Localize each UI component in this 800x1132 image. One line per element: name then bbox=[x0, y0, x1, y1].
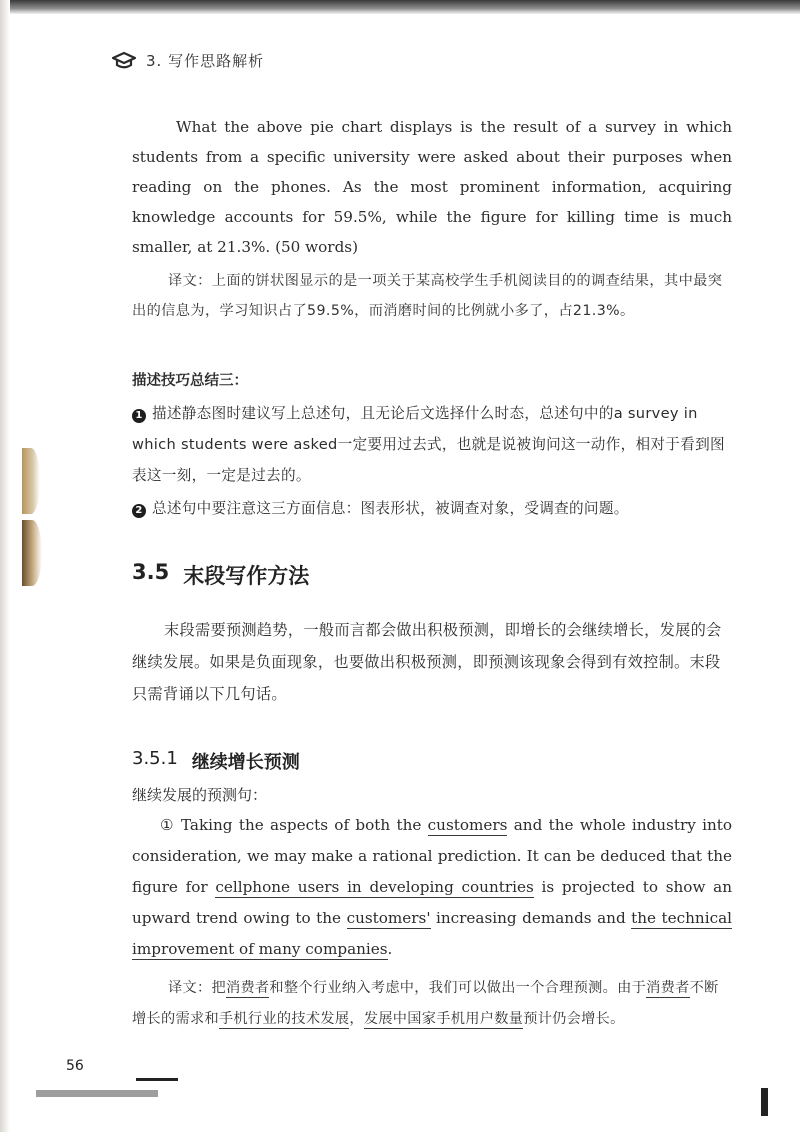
subsection-title: 继续增长预测 bbox=[191, 752, 300, 773]
section-body: 末段需要预测趋势，一般而言都会做出积极预测，即增长的会继续增长，发展的会继续发展。如果是负面现象，也要做出积极预测，即预测该现象会得到有效控制。末段只需背诵以下几句话。 bbox=[132, 621, 722, 703]
underlined-phrase: cellphone users in developing countries bbox=[215, 878, 534, 896]
circled-number-marker: ① bbox=[160, 816, 175, 834]
example-sentence bbox=[132, 810, 732, 965]
page-top-shadow bbox=[0, 0, 800, 14]
page-edge-mark bbox=[761, 1088, 768, 1116]
page-left-edge bbox=[0, 0, 10, 1132]
underlined-phrase: the technical improvement of many companies bbox=[132, 909, 732, 958]
subsection-heading bbox=[132, 748, 732, 774]
underlined-phrase: customers' bbox=[346, 909, 431, 927]
translation-text: 预计仍会增长。 bbox=[523, 1011, 625, 1027]
underlined-phrase: customers bbox=[427, 816, 508, 834]
binding-shadow bbox=[22, 520, 42, 586]
example-text: Taking the aspects of both the bbox=[180, 816, 428, 834]
running-header bbox=[112, 50, 264, 71]
translation-text: 不断增长的需求和 bbox=[132, 980, 719, 1027]
header-title: 3. 写作思路解析 bbox=[146, 52, 265, 70]
tip-item bbox=[132, 398, 732, 491]
subsection-number: 3.5.1 bbox=[132, 748, 178, 769]
underlined-phrase: 消费者 bbox=[225, 980, 270, 996]
section-heading bbox=[132, 560, 732, 590]
underlined-phrase: 手机行业的技术发展 bbox=[218, 1011, 350, 1027]
example-text: and the whole industry into consideration, we may make a rational prediction. It can be deduced that the figure for bbox=[132, 816, 732, 896]
footer-bar bbox=[36, 1090, 158, 1097]
tip-item bbox=[132, 493, 732, 524]
underlined-phrase: 发展中国家手机用户数量 bbox=[363, 1011, 524, 1027]
translation-text: 译文：把 bbox=[168, 980, 226, 996]
intro-english-paragraph: What the above pie chart displays is the result of a survey in which students from a specific university were asked about their purposes when reading on the phones. As the most prominent information, acquiring knowledge accounts for 59.5%, while the figure for killing time is much smaller, at 21.3%. (50 words) bbox=[132, 118, 732, 256]
number-bullet: 1 bbox=[132, 409, 146, 423]
binding-shadow bbox=[22, 448, 40, 514]
translation-text: 和整个行业纳入考虑中，我们可以做出一个合理预测。由于 bbox=[269, 980, 647, 996]
footer-rule bbox=[136, 1078, 178, 1081]
tip-text: 总述句中要注意这三方面信息：图表形状，被调查对象，受调查的问题。 bbox=[152, 500, 629, 517]
example-text: . bbox=[387, 940, 393, 958]
section-title: 末段写作方法 bbox=[183, 564, 310, 588]
example-text: is projected to show an upward trend owing to the bbox=[132, 878, 733, 927]
prediction-label: 继续发展的预测句： bbox=[132, 786, 268, 804]
section-number: 3.5 bbox=[132, 560, 170, 584]
graduation-cap-icon bbox=[112, 52, 136, 70]
translation-text: ， bbox=[349, 1011, 364, 1027]
number-bullet: 2 bbox=[132, 504, 146, 518]
page-number: 56 bbox=[66, 1058, 84, 1074]
tip-text: 描述静态图时建议写上总述句，且无论后文选择什么时态，总述句中的a survey in which students were asked一定要用过去式，也就是说被询问这一动作，相对于看到图表这一刻，一定是过去的。 bbox=[132, 405, 725, 484]
intro-translation: 译文：上面的饼状图显示的是一项关于某高校学生手机阅读目的的调查结果，其中最突出的信息为，学习知识占了59.5%，而消磨时间的比例就小多了，占21.3%。 bbox=[132, 273, 723, 319]
page-content bbox=[132, 112, 732, 1035]
tips-title: 描述技巧总结三： bbox=[132, 373, 248, 389]
example-translation bbox=[132, 973, 732, 1035]
underlined-phrase: 消费者 bbox=[646, 980, 690, 996]
example-text: increasing demands and bbox=[430, 909, 632, 927]
